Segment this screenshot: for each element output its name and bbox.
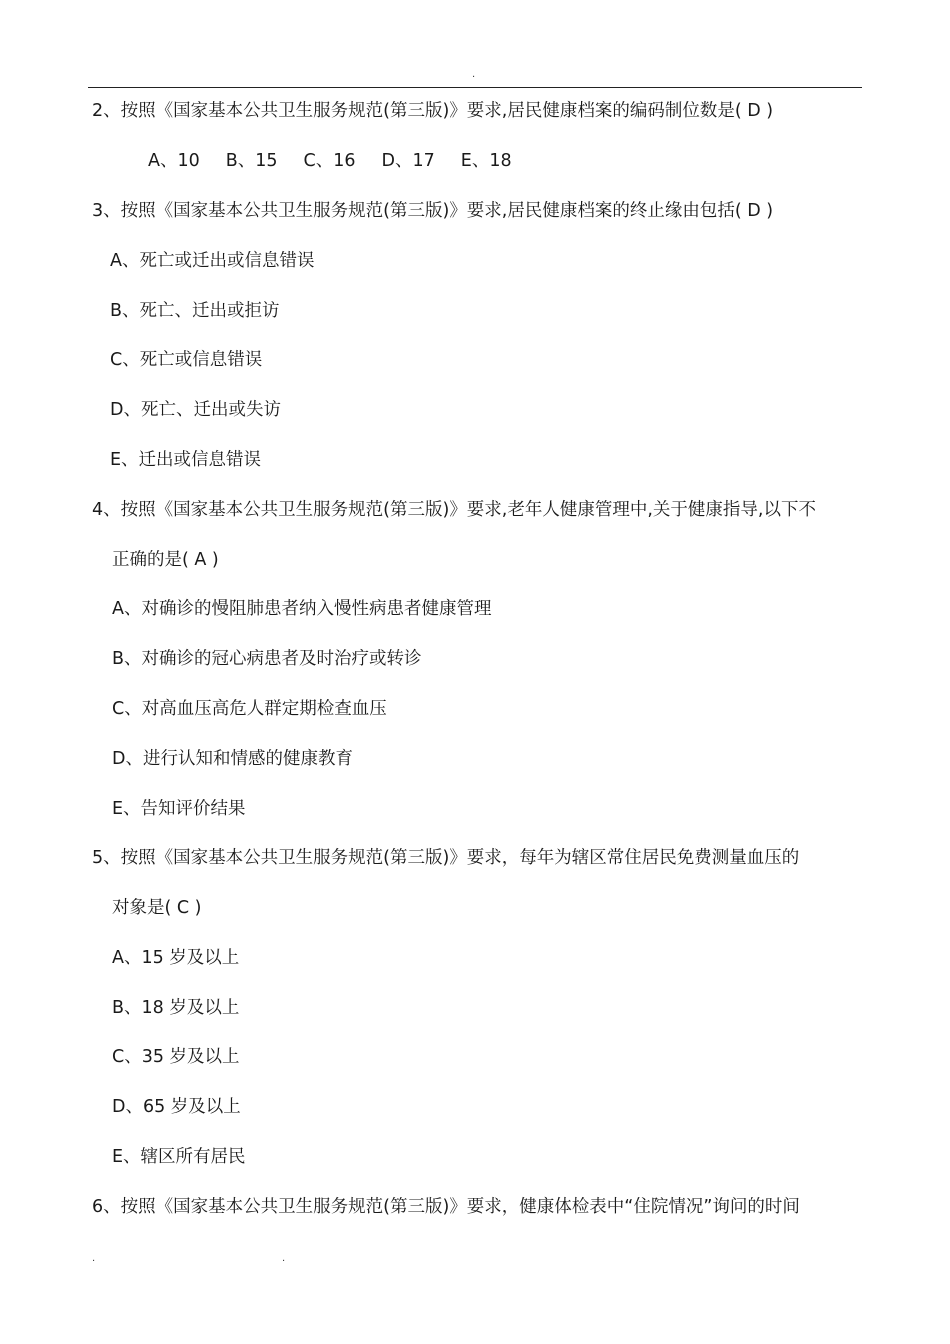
q4-option-c: C、对高血压高危人群定期检查血压	[112, 699, 387, 719]
question-3-text: 3、按照《国家基本公共卫生服务规范(第三版)》要求,居民健康档案的终止缘由包括( D )	[92, 201, 774, 221]
header-dot: .	[472, 69, 476, 80]
question-5-text-line2: 对象是( C )	[112, 898, 202, 918]
question-2-text: 2、按照《国家基本公共卫生服务规范(第三版)》要求,居民健康档案的编码制位数是( D )	[92, 101, 774, 121]
footer-dot-right: .	[282, 1253, 286, 1264]
q3-option-d: D、死亡、迁出或失访	[110, 400, 281, 420]
q2-option-a: A、10	[148, 151, 200, 171]
q3-option-b: B、死亡、迁出或拒访	[110, 301, 280, 321]
q4-option-d: D、进行认知和情感的健康教育	[112, 749, 353, 769]
q2-option-c: C、16	[303, 151, 356, 171]
question-6-text-line1: 6、按照《国家基本公共卫生服务规范(第三版)》要求，健康体检表中“住院情况”询问的时间	[92, 1197, 800, 1217]
q3-option-e: E、迁出或信息错误	[110, 450, 262, 470]
question-5-text-line1: 5、按照《国家基本公共卫生服务规范(第三版)》要求，每年为辖区常住居民免费测量血压的	[92, 848, 800, 868]
q4-option-e: E、告知评价结果	[112, 799, 246, 819]
q4-option-b: B、对确诊的冠心病患者及时治疗或转诊	[112, 649, 422, 669]
footer-dot-left: .	[92, 1253, 96, 1264]
q3-option-c: C、死亡或信息错误	[110, 350, 263, 370]
q2-option-b: B、15	[225, 151, 278, 171]
header-rule	[88, 87, 862, 88]
q4-option-a: A、对确诊的慢阻肺患者纳入慢性病患者健康管理	[112, 599, 492, 619]
q5-option-b: B、18 岁及以上	[112, 998, 240, 1018]
q5-option-a: A、15 岁及以上	[112, 948, 240, 968]
question-4-text-line2: 正确的是( A )	[112, 550, 219, 570]
q2-option-e: E、18	[460, 151, 512, 171]
q2-option-d: D、17	[381, 151, 435, 171]
question-4-text-line1: 4、按照《国家基本公共卫生服务规范(第三版)》要求,老年人健康管理中,关于健康指导,以下不	[92, 500, 816, 520]
q5-option-d: D、65 岁及以上	[112, 1097, 241, 1117]
question-2-options	[148, 149, 538, 173]
q3-option-a: A、死亡或迁出或信息错误	[110, 251, 315, 271]
q5-option-c: C、35 岁及以上	[112, 1047, 240, 1067]
q5-option-e: E、辖区所有居民	[112, 1147, 246, 1167]
